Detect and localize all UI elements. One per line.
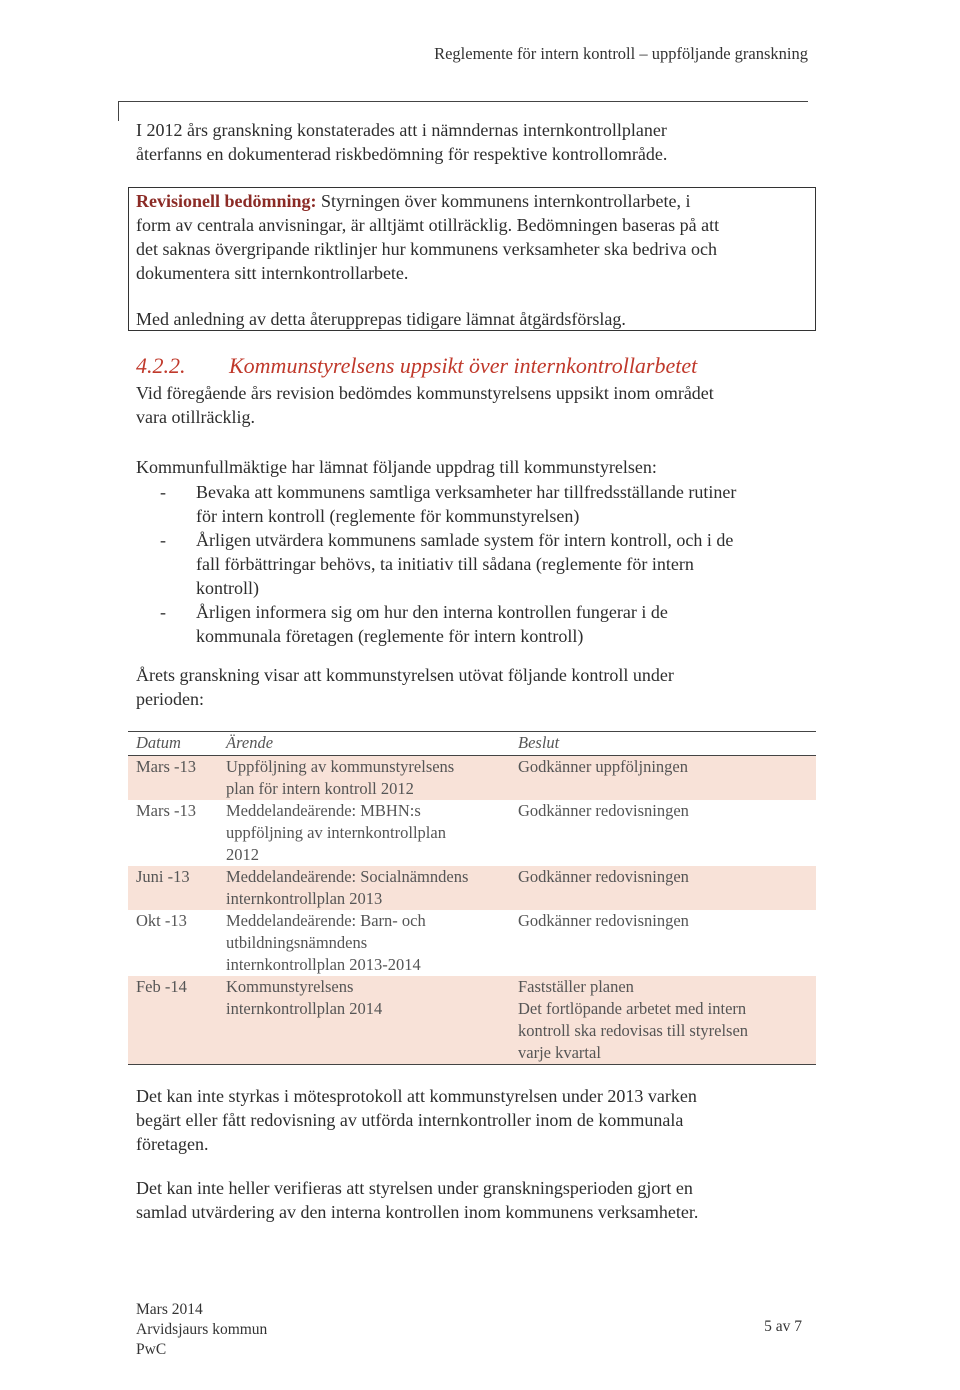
cell-decision [518, 800, 816, 866]
decision-line: kontroll ska redovisas till styrelsen [518, 1021, 749, 1040]
cell-decision [518, 976, 816, 1065]
decision-line: Godkänner redovisningen [518, 911, 689, 930]
section-line: Vid föregående års revision bedömdes kommunstyrelsens uppsikt inom området [136, 383, 714, 403]
cell-decision [518, 756, 816, 801]
decision-line: Godkänner redovisningen [518, 867, 689, 886]
cell-matter [226, 910, 518, 976]
matter-line: 2012 [226, 845, 259, 864]
intro-paragraph [136, 118, 667, 166]
page-number: 5 av 7 [764, 1318, 802, 1335]
footer-org: Arvidsjaurs kommun [136, 1321, 268, 1338]
cell-decision [518, 910, 816, 976]
matter-line: Meddelandeärende: Barn- och [226, 911, 426, 930]
header-rule [118, 101, 808, 102]
list-line: Årligen utvärdera kommunens samlade system för intern kontroll, och i de [196, 530, 734, 550]
list-item [160, 528, 736, 600]
conclusion-paragraph-2 [136, 1176, 698, 1224]
conclusion-line: samlad utvärdering av den interna kontrollen inom kommunens verksamheter. [136, 1202, 699, 1222]
matter-line: plan för intern kontroll 2012 [226, 779, 414, 798]
matter-line: internkontrollplan 2013-2014 [226, 955, 421, 974]
matter-line: internkontrollplan 2014 [226, 999, 383, 1018]
mandate-list [160, 480, 736, 648]
review-line: perioden: [136, 689, 204, 709]
intro-line: återfanns en dokumenterad riskbedömning för respektive kontrollområde. [136, 144, 668, 164]
assessment-line: dokumentera sitt internkontrollarbete. [136, 263, 409, 283]
control-table [128, 732, 816, 1065]
cell-date: Mars -13 [136, 801, 197, 820]
cell-matter [226, 756, 518, 801]
decision-line: Fastställer planen [518, 977, 634, 996]
cell-date: Feb -14 [128, 976, 226, 1065]
assessment-line: form av centrala anvisningar, är alltjämt otillräcklig. Bedömningen baseras på att [136, 215, 720, 235]
list-line: kontroll) [196, 578, 259, 598]
conclusion-line: företagen. [136, 1134, 209, 1154]
list-line: Bevaka att kommunens samtliga verksamheter har tillfredsställande rutiner [196, 482, 737, 502]
list-dash: - [160, 482, 166, 502]
list-line: kommunala företagen (reglemente för intern kontroll) [196, 626, 584, 646]
assessment-line: det saknas övergripande riktlinjer hur kommunens verksamheter ska bedriva och [136, 239, 717, 259]
review-line: Årets granskning visar att kommunstyrelsen utövat följande kontroll under [136, 665, 674, 685]
cell-matter [226, 976, 518, 1065]
matter-line: Kommunstyrelsens [226, 977, 354, 996]
conclusion-line: Det kan inte heller verifieras att styrelsen under granskningsperioden gjort en [136, 1178, 693, 1198]
conclusion-line: Det kan inte styrkas i mötesprotokoll att kommunstyrelsen under 2013 varken [136, 1086, 697, 1106]
table-row [128, 800, 816, 866]
section-heading: Kommunstyrelsens uppsikt över internkontrollarbetet [229, 353, 698, 378]
decision-line: varje kvartal [518, 1043, 601, 1062]
decision-line: Godkänner uppföljningen [518, 757, 689, 776]
table-row [128, 756, 816, 801]
cell-date: Mars -13 [128, 756, 226, 801]
footer [136, 1300, 267, 1360]
assessment-label: Revisionell bedömning: [136, 191, 317, 211]
intro-line: I 2012 års granskning konstaterades att i nämndernas internkontrollplaner [136, 120, 667, 140]
header-rule-tick [118, 101, 119, 121]
header-matter: Ärende [226, 732, 518, 756]
footer-date: Mars 2014 [136, 1301, 203, 1318]
section-paragraph [136, 381, 714, 429]
list-item [160, 600, 736, 648]
assessment-line: Styrningen över kommunens internkontrollarbete, i [316, 191, 691, 211]
list-line: fall förbättringar behövs, ta initiativ till sådana (reglemente för intern [196, 554, 694, 574]
decision-line: Godkänner redovisningen [518, 801, 689, 820]
matter-line: internkontrollplan 2013 [226, 889, 383, 908]
table-header-row [128, 732, 816, 756]
cell-decision [518, 866, 816, 910]
matter-line: utbildningsnämndens [226, 933, 368, 952]
running-header: Reglemente för intern kontroll – uppföljande granskning [434, 44, 808, 63]
assessment-closing: Med anledning av detta återupprepas tidigare lämnat åtgärdsförslag. [136, 309, 626, 329]
table-row [128, 910, 816, 976]
list-dash: - [160, 530, 166, 550]
matter-line: uppföljning av internkontrollplan [226, 823, 446, 842]
table-row [128, 866, 816, 910]
conclusion-line: begärt eller fått redovisning av utförda internkontroller inom de kommunala [136, 1110, 684, 1130]
list-line: Årligen informera sig om hur den interna kontrollen fungerar i de [196, 602, 668, 622]
assessment-text [136, 189, 719, 285]
mandate-intro: Kommunfullmäktige har lämnat följande uppdrag till kommunstyrelsen: [136, 457, 657, 477]
review-intro [136, 663, 674, 711]
cell-date: Juni -13 [128, 866, 226, 910]
conclusion-paragraph-1 [136, 1084, 697, 1156]
header-decision: Beslut [518, 732, 816, 756]
table-row [128, 976, 816, 1065]
decision-line: Det fortlöpande arbetet med intern [518, 999, 747, 1018]
section-line: vara otillräcklig. [136, 407, 255, 427]
matter-line: Uppföljning av kommunstyrelsens [226, 757, 455, 776]
header-date: Datum [128, 732, 226, 756]
matter-line: Meddelandeärende: MBHN:s [226, 801, 421, 820]
matter-line: Meddelandeärende: Socialnämndens [226, 867, 469, 886]
cell-matter [226, 800, 518, 866]
cell-matter [226, 866, 518, 910]
list-dash: - [160, 602, 166, 622]
section-number: 4.2.2. [136, 353, 186, 378]
list-item [160, 480, 736, 528]
cell-date: Okt -13 [136, 911, 187, 930]
list-line: för intern kontroll (reglemente för kommunstyrelsen) [196, 506, 580, 526]
footer-firm: PwC [136, 1341, 167, 1358]
